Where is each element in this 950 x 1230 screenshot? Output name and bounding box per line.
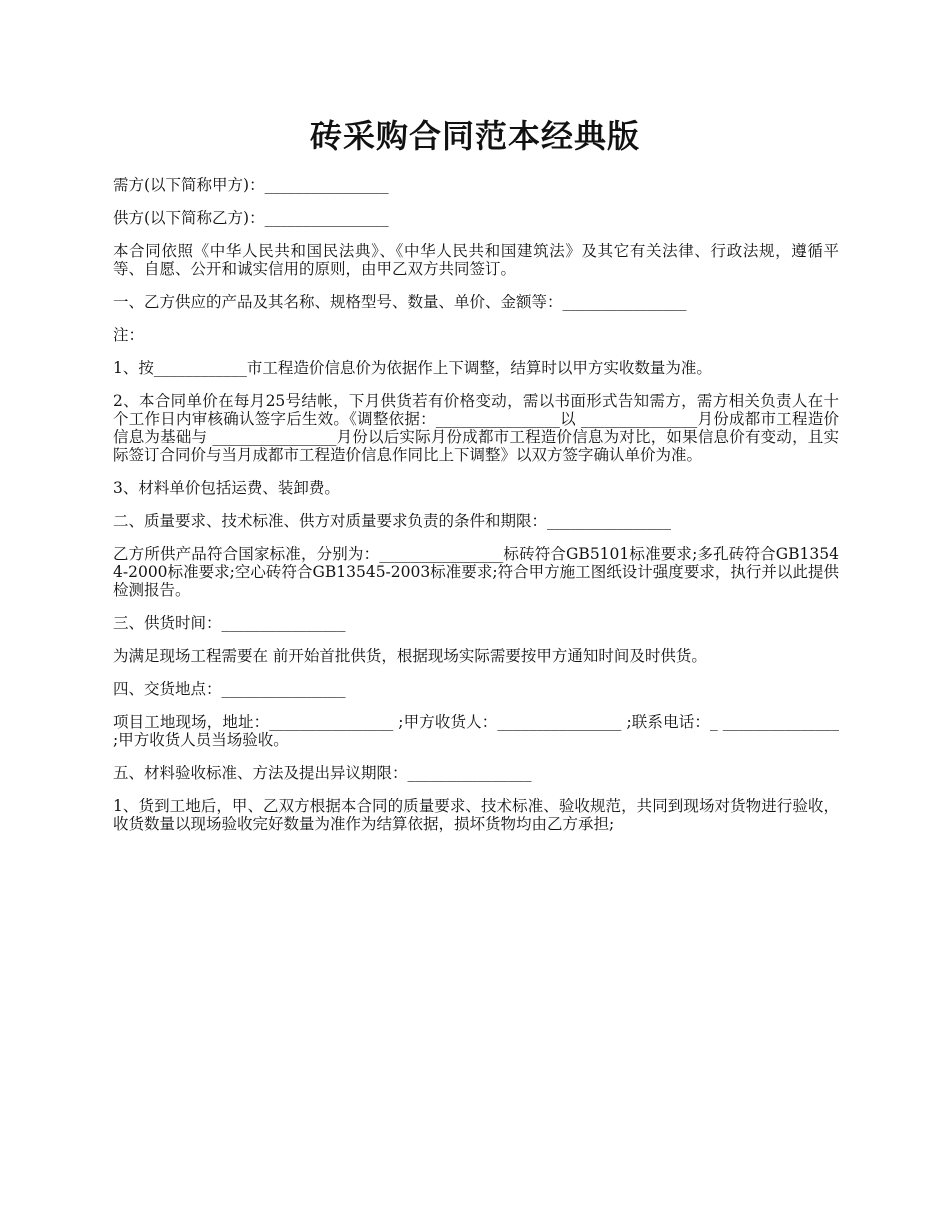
paragraph-note-label: 注： bbox=[113, 326, 145, 344]
paragraph-section-1: 一、乙方供应的产品及其名称、规格型号、数量、单价、金额等：________________ bbox=[113, 293, 687, 311]
paragraph-preamble: 本合同依照《中华人民共和国民法典》、《中华人民共和国建筑法》及其它有关法律、行政法规，遵循平等、自愿、公开和诚实信用的原则，由甲乙双方共同签订。 bbox=[113, 242, 839, 278]
document-title: 砖采购合同范本经典版 bbox=[309, 117, 640, 155]
paragraph-inspection-1: 1、货到工地后，甲、乙双方根据本合同的质量要求、技术标准、验收规范，共同到现场对货物进行验收，收货数量以现场验收完好数量为准作为结算依据，损坏货物均由乙方承担; bbox=[113, 797, 839, 833]
paragraph-section-2: 二、质量要求、技术标准、供方对质量要求负责的条件和期限：________________ bbox=[113, 512, 672, 530]
paragraph-section-4: 四、交货地点：________________ bbox=[113, 680, 346, 698]
paragraph-section-3: 三、供货时间：________________ bbox=[113, 614, 346, 632]
document-body bbox=[113, 176, 839, 848]
paragraph-quality-standards: 乙方所供产品符合国家标准，分别为：________________标砖符合GB5101标准要求;多孔砖符合GB13544-2000标准要求;空心砖符合GB13545-2003标准要求;符合甲方施工图纸设计强度要求，执行并以此提供检测报告。 bbox=[113, 545, 839, 599]
paragraph-supply-schedule: 为满足现场工程需要在 前开始首批供货，根据现场实际需要按甲方通知时间及时供货。 bbox=[113, 647, 707, 665]
paragraph-note-3: 3、材料单价包括运费、装卸费。 bbox=[113, 479, 340, 497]
paragraph-note-1: 1、按____________市工程造价信息价为依据作上下调整，结算时以甲方实收数量为准。 bbox=[113, 359, 712, 377]
paragraph-note-2: 2、本合同单价在每月25号结帐，下月供货若有价格变动，需以书面形式告知需方，需方相关负责人在十个工作日内审核确认签字后生效。《调整依据：________________以 _______________月份成都市工程造价信息为基础与 ________________月份以后实际月份成都市工程造价信息为对比，如果信息价有变动，且实际签订合同价与当月成都市工程造价信息作同比上下调整》以双方签字确认单价为准。 bbox=[113, 392, 839, 464]
paragraph-delivery-site: 项目工地现场，地址：________________ ;甲方收货人：________________ ;联系电话：_ _______________ ;甲方收货人员当场验收。 bbox=[113, 713, 839, 749]
paragraph-supplier: 供方(以下简称乙方)：________________ bbox=[113, 209, 389, 227]
paragraph-buyer: 需方(以下简称甲方)：________________ bbox=[113, 176, 389, 194]
paragraph-section-5: 五、材料验收标准、方法及提出异议期限：________________ bbox=[113, 764, 532, 782]
